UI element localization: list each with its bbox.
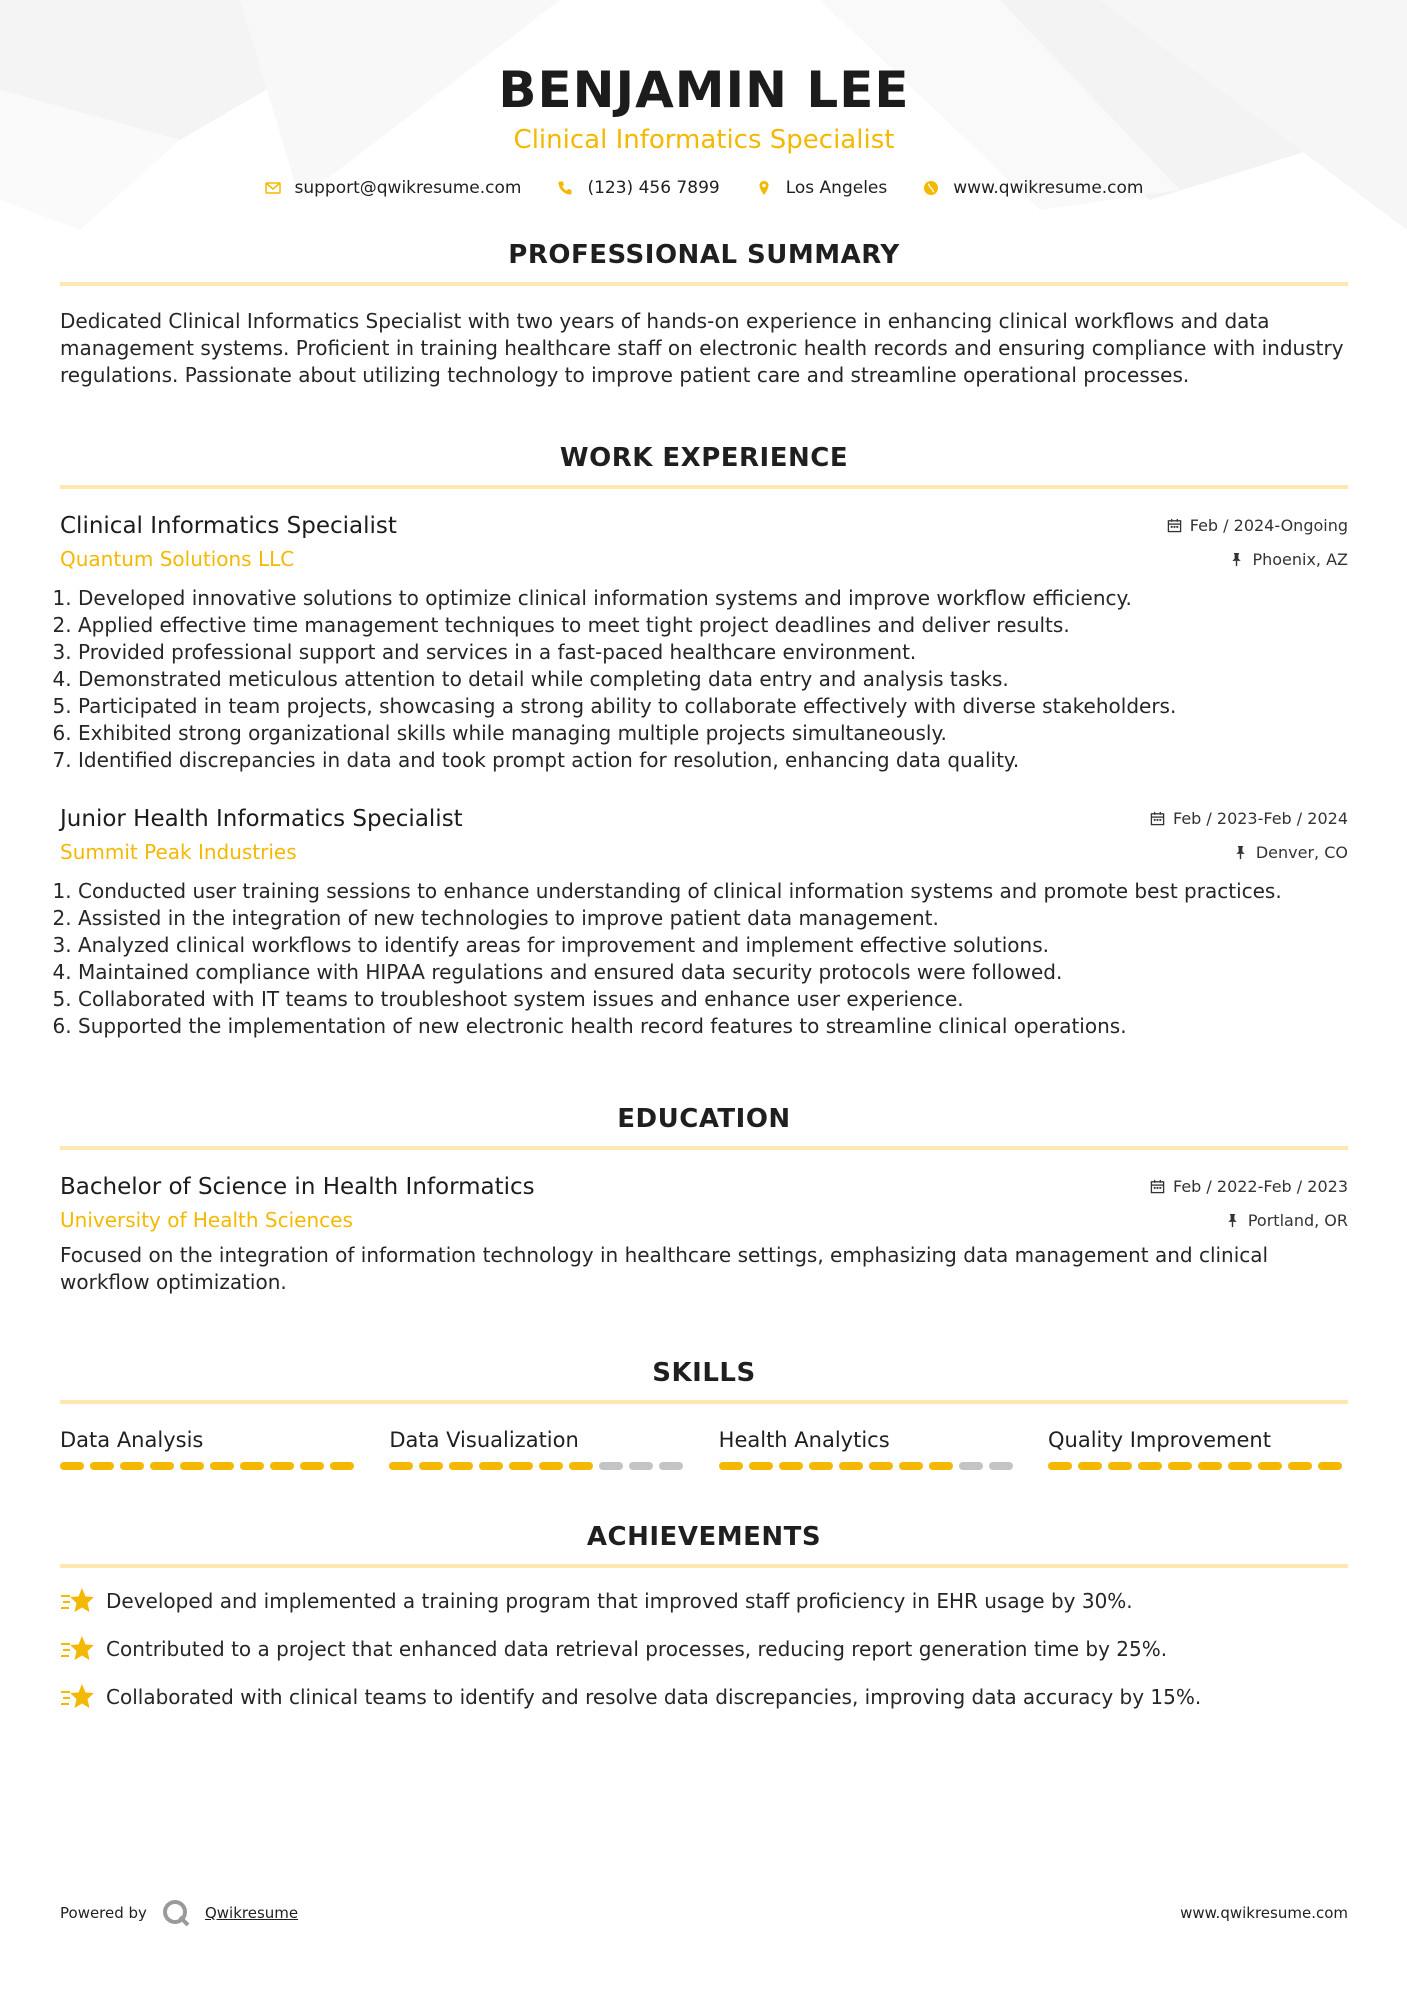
experience-heading: WORK EXPERIENCE	[559, 443, 849, 473]
job-location	[1229, 550, 1348, 569]
skill-segment-filled	[389, 1462, 413, 1470]
skill-name: Health Analytics	[718, 1428, 890, 1452]
calendar-icon	[1150, 1179, 1165, 1194]
job-entry	[60, 804, 1348, 1040]
candidate-title: Clinical Informatics Specialist	[513, 125, 895, 155]
map-pin-icon	[756, 180, 772, 196]
achievement-item	[60, 1586, 1348, 1616]
achievements-divider	[60, 1564, 1348, 1568]
skill-segment-filled	[120, 1462, 144, 1470]
list-item: 5. Collaborated with IT teams to troubleshoot system issues and enhance user experience.	[78, 986, 1348, 1013]
skill-segment-empty	[599, 1462, 623, 1470]
list-item: 7. Identified discrepancies in data and took prompt action for resolution, enhancing data quality.	[78, 747, 1348, 774]
job-location-text: Phoenix, AZ	[1252, 549, 1348, 569]
list-item: 4. Maintained compliance with HIPAA regulations and ensured data security protocols were followed.	[78, 959, 1348, 986]
education-location-text: Portland, OR	[1247, 1210, 1348, 1230]
skill-segment-filled	[1048, 1462, 1072, 1470]
shooting-star-icon	[60, 1634, 94, 1664]
skill-segment-filled	[569, 1462, 593, 1470]
contact-email[interactable]	[265, 178, 522, 198]
powered-by-label: Powered by	[60, 1904, 147, 1922]
list-item: 5. Participated in team projects, showcasing a strong ability to collaborate effectively with diverse stakeholders.	[78, 693, 1348, 720]
job-dates	[1167, 516, 1348, 535]
skill-segment-filled	[1288, 1462, 1312, 1470]
skill-segment-filled	[1138, 1462, 1162, 1470]
skill-segment-filled	[1108, 1462, 1132, 1470]
skill-segment-filled	[330, 1462, 354, 1470]
shooting-star-icon	[60, 1682, 94, 1712]
resume-header	[60, 0, 1348, 198]
education-description: Focused on the integration of information technology in healthcare settings, emphasizing data management and clinical workflow optimization.	[60, 1243, 1269, 1294]
skills-heading: SKILLS	[652, 1358, 756, 1388]
pushpin-icon	[1225, 1213, 1240, 1228]
phone-icon	[557, 180, 573, 196]
skill-name: Data Visualization	[389, 1428, 579, 1452]
education-divider	[60, 1146, 1348, 1150]
calendar-icon	[1150, 811, 1165, 826]
list-item: 1. Developed innovative solutions to optimize clinical information systems and improve workflow efficiency.	[78, 585, 1348, 612]
contact-phone[interactable]	[557, 178, 719, 198]
skill-segment-empty	[959, 1462, 983, 1470]
skill-segment-filled	[1228, 1462, 1252, 1470]
skill-segment-filled	[719, 1462, 743, 1470]
skill-segment-filled	[479, 1462, 503, 1470]
qwikresume-logo-icon	[161, 1898, 191, 1928]
education-heading: EDUCATION	[617, 1104, 791, 1134]
education-dates-text: Feb / 2022-Feb / 2023	[1173, 1177, 1348, 1196]
skill-segment-filled	[1198, 1462, 1222, 1470]
skill-level-bar	[60, 1462, 360, 1470]
skill-segment-empty	[629, 1462, 653, 1470]
job-title: Junior Health Informatics Specialist	[60, 806, 463, 832]
skill-segment-filled	[869, 1462, 893, 1470]
skills-section	[60, 1356, 1348, 1470]
achievements-heading: ACHIEVEMENTS	[586, 1522, 822, 1552]
skill-segment-filled	[839, 1462, 863, 1470]
job-title: Clinical Informatics Specialist	[60, 513, 397, 539]
skill-segment-filled	[210, 1462, 234, 1470]
education-section	[60, 1102, 1348, 1296]
skill-segment-filled	[1078, 1462, 1102, 1470]
skill-segment-filled	[300, 1462, 324, 1470]
summary-heading: PROFESSIONAL SUMMARY	[508, 240, 900, 270]
skill-name: Data Analysis	[60, 1428, 204, 1452]
list-item: 3. Analyzed clinical workflows to identify areas for improvement and implement effective solutions.	[78, 932, 1348, 959]
skill-level-bar	[719, 1462, 1019, 1470]
experience-divider	[60, 485, 1348, 489]
list-item: 6. Exhibited strong organizational skills while managing multiple projects simultaneously.	[78, 720, 1348, 747]
summary-divider	[60, 282, 1348, 286]
resume-page	[60, 0, 1348, 1712]
skill-item	[60, 1426, 360, 1470]
job-entry	[60, 511, 1348, 774]
job-bullets	[60, 585, 1348, 774]
brand-link[interactable]: Qwikresume	[204, 1904, 299, 1922]
company-name: Quantum Solutions LLC	[60, 547, 295, 571]
skill-segment-filled	[150, 1462, 174, 1470]
skill-name: Quality Improvement	[1047, 1428, 1271, 1452]
shooting-star-icon	[60, 1586, 94, 1616]
skill-segment-filled	[1318, 1462, 1342, 1470]
skills-divider	[60, 1400, 1348, 1404]
location-text: Los Angeles	[785, 178, 888, 198]
skill-segment-filled	[240, 1462, 264, 1470]
job-location-text: Denver, CO	[1255, 842, 1348, 862]
skill-segment-filled	[929, 1462, 953, 1470]
education-location	[1225, 1211, 1348, 1230]
job-dates-text: Feb / 2023-Feb / 2024	[1173, 809, 1348, 828]
education-entry	[60, 1172, 1348, 1296]
globe-icon	[923, 180, 939, 196]
contact-location	[756, 178, 888, 198]
skill-level-bar	[1048, 1462, 1348, 1470]
list-item: 3. Provided professional support and services in a fast-paced healthcare environment.	[78, 639, 1348, 666]
skill-segment-filled	[749, 1462, 773, 1470]
degree-title: Bachelor of Science in Health Informatics	[60, 1174, 535, 1200]
achievements-section	[60, 1520, 1348, 1712]
job-dates-text: Feb / 2024-Ongoing	[1189, 516, 1348, 535]
list-item: 2. Applied effective time management techniques to meet tight project deadlines and deliver results.	[78, 612, 1348, 639]
envelope-icon	[265, 180, 281, 196]
phone-text: (123) 456 7899	[587, 178, 720, 198]
school-name: University of Health Sciences	[60, 1208, 353, 1232]
skill-segment-filled	[509, 1462, 533, 1470]
list-item: 6. Supported the implementation of new electronic health record features to streamline clinical operations.	[78, 1013, 1348, 1040]
skill-item	[719, 1426, 1019, 1470]
list-item: 2. Assisted in the integration of new technologies to improve patient data management.	[78, 905, 1348, 932]
contact-row	[60, 178, 1348, 198]
skill-item	[1048, 1426, 1348, 1470]
calendar-icon	[1167, 518, 1182, 533]
skill-segment-empty	[989, 1462, 1013, 1470]
job-bullets	[60, 878, 1348, 1040]
skill-segment-filled	[419, 1462, 443, 1470]
education-dates	[1150, 1177, 1348, 1196]
achievement-text: Contributed to a project that enhanced data retrieval processes, reducing report generation time by 25%.	[106, 1636, 1168, 1661]
powered-by	[60, 1898, 298, 1928]
job-location	[1233, 843, 1348, 862]
achievement-item	[60, 1682, 1348, 1712]
summary-section	[60, 238, 1348, 389]
skill-segment-filled	[180, 1462, 204, 1470]
skill-segment-filled	[449, 1462, 473, 1470]
skill-segment-empty	[659, 1462, 683, 1470]
list-item: 4. Demonstrated meticulous attention to detail while completing data entry and analysis tasks.	[78, 666, 1348, 693]
summary-text: Dedicated Clinical Informatics Specialist with two years of hands-on experience in enhancing clinical workflows and data management systems. Proficient in training healthcare staff on electronic health records and ensuring compliance with industry regulations. Passionate about utilizing technology to improve patient care and streamline operational processes.	[60, 309, 1344, 387]
skill-segment-filled	[1258, 1462, 1282, 1470]
skill-segment-filled	[90, 1462, 114, 1470]
pushpin-icon	[1229, 552, 1244, 567]
skill-segment-filled	[270, 1462, 294, 1470]
skill-segment-filled	[779, 1462, 803, 1470]
website-text: www.qwikresume.com	[953, 178, 1144, 198]
candidate-name: BENJAMIN LEE	[498, 61, 910, 119]
list-item: 1. Conducted user training sessions to enhance understanding of clinical information systems and promote best practices.	[78, 878, 1348, 905]
achievement-text: Collaborated with clinical teams to identify and resolve data discrepancies, improving data accuracy by 15%.	[106, 1684, 1202, 1709]
job-dates	[1150, 809, 1348, 828]
skill-segment-filled	[809, 1462, 833, 1470]
achievement-item	[60, 1634, 1348, 1664]
page-footer	[60, 1898, 1348, 1928]
company-name: Summit Peak Industries	[60, 840, 297, 864]
skill-item	[389, 1426, 689, 1470]
email-text: support@qwikresume.com	[294, 178, 522, 198]
footer-website[interactable]: www.qwikresume.com	[1180, 1904, 1348, 1922]
achievement-text: Developed and implemented a training program that improved staff proficiency in EHR usage by 30%.	[106, 1588, 1133, 1613]
skill-segment-filled	[539, 1462, 563, 1470]
skill-segment-filled	[899, 1462, 923, 1470]
pushpin-icon	[1233, 845, 1248, 860]
skill-segment-filled	[60, 1462, 84, 1470]
contact-website[interactable]	[923, 178, 1143, 198]
skill-level-bar	[389, 1462, 689, 1470]
skill-segment-filled	[1168, 1462, 1192, 1470]
experience-section	[60, 441, 1348, 1040]
